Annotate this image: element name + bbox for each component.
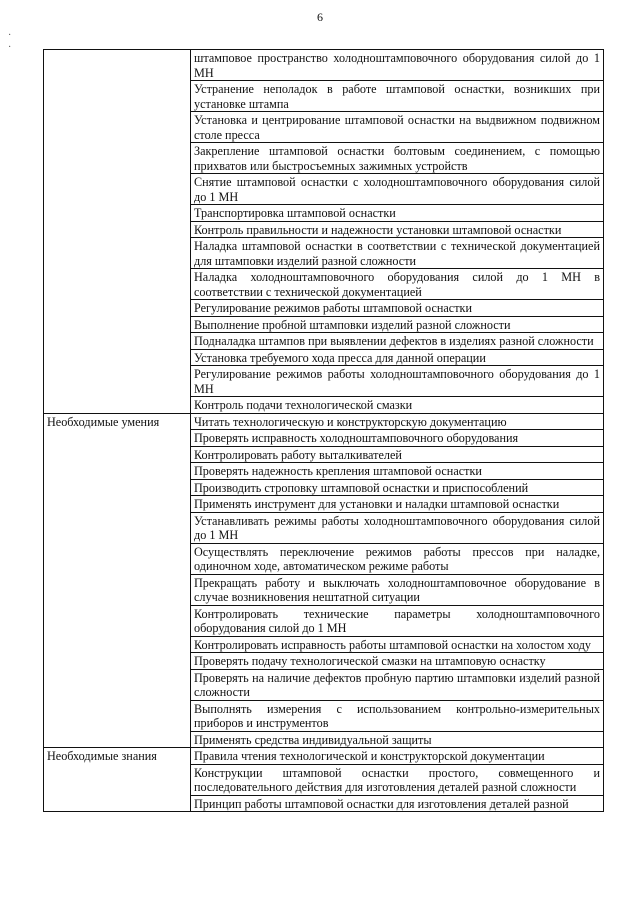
section-label: [44, 50, 191, 414]
table-cell-item: Подналадка штампов при выявлении дефектов в изделиях разной сложности: [191, 333, 604, 350]
section-label: Необходимые знания: [44, 748, 191, 812]
scan-specks: · ·: [8, 30, 12, 53]
table-cell-item: Осуществлять переключение режимов работы прессов при наладке, одиночном ходе, автоматическом режиме работы: [191, 543, 604, 574]
table-cell-item: Применять средства индивидуальной защиты: [191, 731, 604, 748]
table-cell-item: Наладка холодноштамповочного оборудования силой до 1 МН в соответствии с технической документацией: [191, 269, 604, 300]
table-cell-item: Транспортировка штамповой оснастки: [191, 205, 604, 222]
table-cell-item: Наладка штамповой оснастки в соответствии с технической документацией для штамповки изделий разной сложности: [191, 238, 604, 269]
requirements-table-body: [44, 50, 604, 812]
table-cell-item: Контролировать работу выталкивателей: [191, 446, 604, 463]
table-cell-item: Прекращать работу и выключать холодноштамповочное оборудование в случае возникновения нештатной ситуации: [191, 574, 604, 605]
table-cell-item: Проверять исправность холодноштамповочного оборудования: [191, 430, 604, 447]
table-cell-item: Применять инструмент для установки и наладки штамповой оснастки: [191, 496, 604, 513]
page-number: 6: [317, 10, 323, 24]
table-cell-item: Читать технологическую и конструкторскую документацию: [191, 413, 604, 430]
table-cell-item: Принцип работы штамповой оснастки для изготовления деталей разной: [191, 795, 604, 812]
requirements-table: [43, 49, 604, 812]
table-cell-item: Правила чтения технологической и конструкторской документации: [191, 748, 604, 765]
table-cell-item: Контроль подачи технологической смазки: [191, 397, 604, 414]
table-cell-item: штамповое пространство холодноштамповочного оборудования силой до 1 МН: [191, 50, 604, 81]
table-cell-item: Выполнять измерения с использованием контрольно-измерительных приборов и инструментов: [191, 700, 604, 731]
table-cell-item: Регулирование режимов работы штамповой оснастки: [191, 300, 604, 317]
table-cell-item: Проверять подачу технологической смазки на штамповую оснастку: [191, 653, 604, 670]
table-row: [44, 50, 604, 81]
table-cell-item: Снятие штамповой оснастки с холодноштамповочного оборудования силой до 1 МН: [191, 174, 604, 205]
table-cell-item: Конструкции штамповой оснастки простого, совмещенного и последовательного действия для изготовления деталей разной сложности: [191, 764, 604, 795]
table-cell-item: Проверять на наличие дефектов пробную партию штамповки изделий разной сложности: [191, 669, 604, 700]
table-cell-item: Контролировать исправность работы штамповой оснастки на холостом ходу: [191, 636, 604, 653]
table-cell-item: Закрепление штамповой оснастки болтовым соединением, с помощью прихватов или быстросъемных зажимных устройств: [191, 143, 604, 174]
table-cell-item: Контролировать технические параметры холодноштамповочного оборудования силой до 1 МН: [191, 605, 604, 636]
table-cell-item: Производить строповку штамповой оснастки и приспособлений: [191, 479, 604, 496]
table-row: [44, 748, 604, 765]
table-cell-item: Установка требуемого хода пресса для данной операции: [191, 349, 604, 366]
table-cell-item: Регулирование режимов работы холодноштамповочного оборудования до 1 МН: [191, 366, 604, 397]
table-cell-item: Проверять надежность крепления штамповой оснастки: [191, 463, 604, 480]
table-cell-item: Выполнение пробной штамповки изделий разной сложности: [191, 316, 604, 333]
section-label: Необходимые умения: [44, 413, 191, 748]
table-cell-item: Устанавливать режимы работы холодноштамповочного оборудования силой до 1 МН: [191, 512, 604, 543]
table-cell-item: Устранение неполадок в работе штамповой оснастки, возникших при установке штампа: [191, 81, 604, 112]
table-row: [44, 413, 604, 430]
table-cell-item: Контроль правильности и надежности установки штамповой оснастки: [191, 221, 604, 238]
table-cell-item: Установка и центрирование штамповой оснастки на выдвижном подвижном столе пресса: [191, 112, 604, 143]
